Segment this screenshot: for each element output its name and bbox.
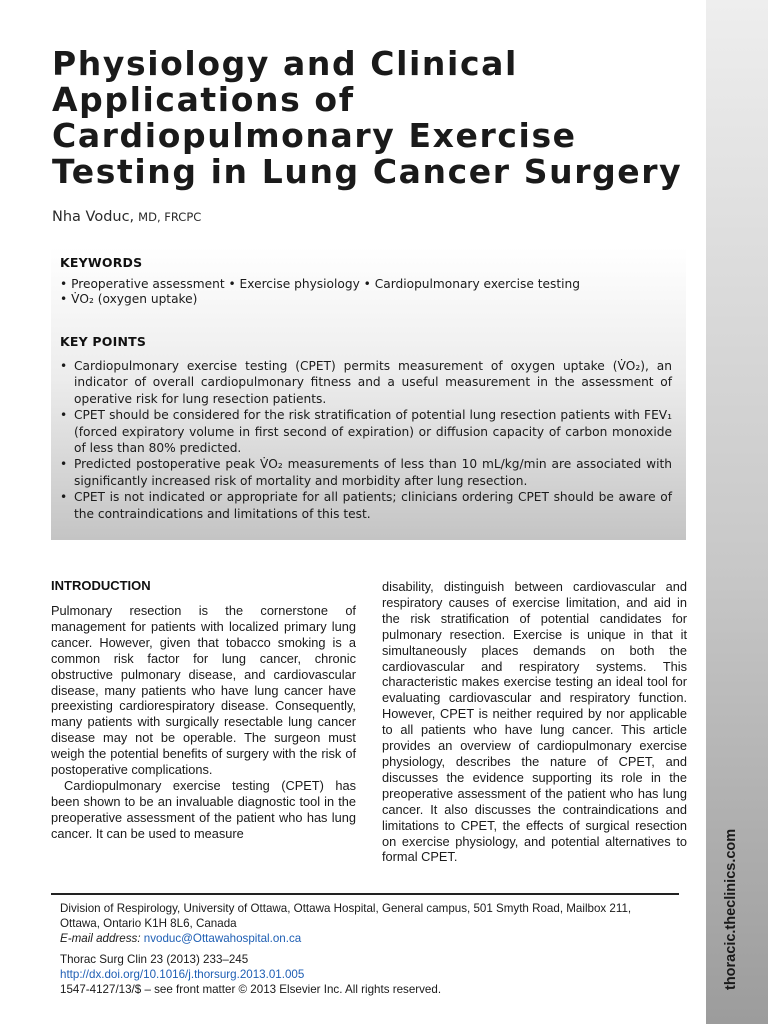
- key-point: • CPET is not indicated or appropriate for all patients; clinicians ordering CPET should be aware of the contraindications and limitations of this test.: [60, 489, 672, 522]
- affiliation: [60, 901, 690, 946]
- key-point: • CPET should be considered for the risk stratification of potential lung resection patients with FEV₁ (forced expiratory volume in first second of expiration) or diffusion capacity of carbon monoxide of less than 80% predicted.: [60, 407, 672, 456]
- citation: Thorac Surg Clin 23 (2013) 233–245: [60, 953, 249, 966]
- author-name: Nha Voduc,: [52, 209, 135, 225]
- keywords-line: • V̇O₂ (oxygen uptake): [60, 292, 198, 306]
- key-point: • Predicted postoperative peak V̇O₂ measurements of less than 10 mL/kg/min are associated with significantly increased risk of mortality and morbidity after lung resection.: [60, 456, 672, 489]
- email-label: E-mail address:: [60, 932, 141, 945]
- keywords-line: • Preoperative assessment • Exercise physiology • Cardiopulmonary exercise testing: [60, 277, 580, 291]
- author-credentials: MD, FRCPC: [138, 210, 202, 224]
- citation-block: [60, 952, 690, 997]
- affiliation-line: Ottawa, Ontario K1H 8L6, Canada: [60, 917, 237, 930]
- introduction-heading: INTRODUCTION: [51, 578, 151, 593]
- author-line: [52, 209, 201, 225]
- key-point: • Cardiopulmonary exercise testing (CPET) permits measurement of oxygen uptake (V̇O₂), an indicator of overall cardiopulmonary fitness and a useful measurement in the assessment of operative risk for lung resection patients.: [60, 358, 672, 407]
- affiliation-line: Division of Respirology, University of Ottawa, Ottawa Hospital, General campus, 501 Smyth Road, Mailbox 211,: [60, 902, 632, 915]
- right-column: [382, 579, 687, 865]
- title-line: Cardiopulmonary Exercise: [52, 116, 577, 155]
- title-line: Physiology and Clinical: [52, 44, 518, 83]
- paragraph: Cardiopulmonary exercise testing (CPET) has been shown to be an invaluable diagnostic tool in the preoperative assessment of the patient who has lung cancer. It can be used to measure: [51, 777, 356, 841]
- title-line: Testing in Lung Cancer Surgery: [52, 152, 683, 191]
- title-line: Applications of: [52, 80, 355, 119]
- footer-divider: [51, 893, 679, 895]
- left-column: [51, 603, 356, 842]
- key-points-list: [60, 358, 672, 522]
- key-points-heading: KEY POINTS: [60, 334, 147, 349]
- keywords-heading: KEYWORDS: [60, 255, 143, 270]
- paragraph: Pulmonary resection is the cornerstone of management for patients with localized primary lung cancer. However, given that tobacco smoking is a common risk factor for lung cancer, chronic obstructive pulmonary disease, and cardiovascular disease, many patients who have lung cancer have preexisting cardiorespiratory disease. Consequently, many patients with surgically resectable lung cancer disease may not be operable. The surgeon must weigh the potential benefits of surgery with the risk of postoperative complications.: [51, 603, 356, 778]
- copyright: 1547-4127/13/$ – see front matter © 2013 Elsevier Inc. All rights reserved.: [60, 983, 442, 996]
- paragraph: disability, distinguish between cardiovascular and respiratory causes of exercise limitation, and aid in the risk stratification of potential candidates for pulmonary resection. Exercise is unique in that it simultaneously places demands on both the cardiovascular and respiratory systems. This characteristic makes exercise testing an ideal tool for evaluating cardiovascular and respiratory function. However, CPET is neither required by nor applicable to all patients who have lung cancer. This article provides an overview of cardiopulmonary exercise physiology, describes the nature of CPET, and discusses the evidence supporting its role in the preoperative assessment of the patient who has lung cancer. It also discusses the contraindications and limitations to CPET, the effects of surgical resection on exercise physiology, and potential alternatives to formal CPET.: [382, 579, 687, 865]
- email-line: [60, 931, 690, 946]
- doi-link[interactable]: http://dx.doi.org/10.1016/j.thorsurg.2013.01.005: [60, 968, 305, 981]
- journal-url: thoracic.theclinics.com: [723, 828, 739, 990]
- article-title: [52, 46, 702, 190]
- email-link[interactable]: nvoduc@Ottawahospital.on.ca: [143, 932, 302, 945]
